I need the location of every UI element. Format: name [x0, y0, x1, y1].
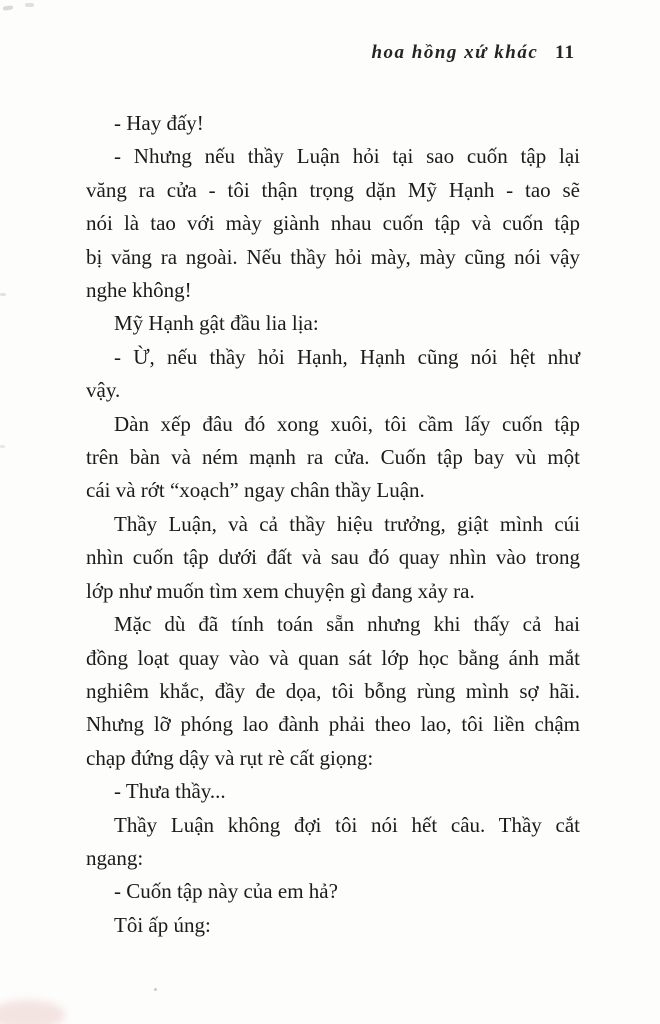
running-header: [371, 42, 575, 64]
text-line: - Hay đấy!: [114, 111, 204, 135]
text-line: - Ừ, nếu thầy hỏi Hạnh, Hạnh cũng nói hệt như: [114, 344, 580, 369]
text-line: - Nhưng nếu thầy Luận hỏi tại sao cuốn tập lại: [114, 144, 580, 169]
text-line: Nhưng lỡ phóng lao đành phải theo lao, tôi liền chậm: [86, 712, 580, 737]
text-line: cái và rớt “xoạch” ngay chân thầy Luận.: [86, 478, 425, 503]
text-line: trên bàn và ném mạnh ra cửa. Cuốn tập bay vù một: [86, 445, 580, 470]
scan-speck-artifact: [25, 3, 34, 7]
text-line: Tôi ấp úng:: [114, 912, 211, 937]
text-line: - Cuốn tập này của em hả?: [114, 879, 338, 904]
text-line: vậy.: [86, 378, 121, 403]
scan-speck-artifact: [154, 988, 157, 991]
scan-speck-artifact: [0, 445, 5, 448]
scan-speck-artifact: [3, 5, 13, 10]
scan-speck-artifact: [0, 293, 6, 296]
text-line: Thầy Luận không đợi tôi nói hết câu. Thầy cắt: [114, 812, 580, 837]
running-header-title: hoa hồng xứ khác: [371, 42, 539, 63]
page-number: 11: [555, 42, 575, 63]
text-line: Mặc dù đã tính toán sẵn nhưng khi thấy cả hai: [114, 612, 580, 637]
text-line: nghe không!: [86, 278, 192, 303]
text-line: đồng loạt quay vào và quan sát lớp học bằng ánh mắt: [86, 645, 580, 670]
text-line: Thầy Luận, và cả thầy hiệu trưởng, giật mình cúi: [114, 511, 580, 536]
text-line: nói là tao với mày giành nhau cuốn tập và cuốn tập: [86, 211, 580, 236]
text-line: lớp như muốn tìm xem chuyện gì đang xảy ra.: [86, 578, 475, 603]
text-block: [86, 107, 580, 942]
text-line: chạp đứng dậy và rụt rè cất giọng:: [86, 745, 374, 770]
text-line: - Thưa thầy...: [114, 779, 226, 804]
text-line: nhìn cuốn tập dưới đất và sau đó quay nhìn vào trong: [86, 545, 580, 570]
text-line: văng ra cửa - tôi thận trọng dặn Mỹ Hạnh - tao sẽ: [86, 177, 580, 202]
text-line: Mỹ Hạnh gật đầu lia lịa:: [114, 311, 319, 336]
scan-smudge-artifact: [0, 1000, 65, 1024]
text-line: Dàn xếp đâu đó xong xuôi, tôi cầm lấy cuốn tập: [114, 411, 580, 436]
text-line: nghiêm khắc, đầy đe dọa, tôi bỗng rùng mình sợ hãi.: [86, 678, 580, 703]
text-line: ngang:: [86, 845, 144, 870]
text-line: bị văng ra ngoài. Nếu thầy hỏi mày, mày cũng nói vậy: [86, 244, 580, 269]
